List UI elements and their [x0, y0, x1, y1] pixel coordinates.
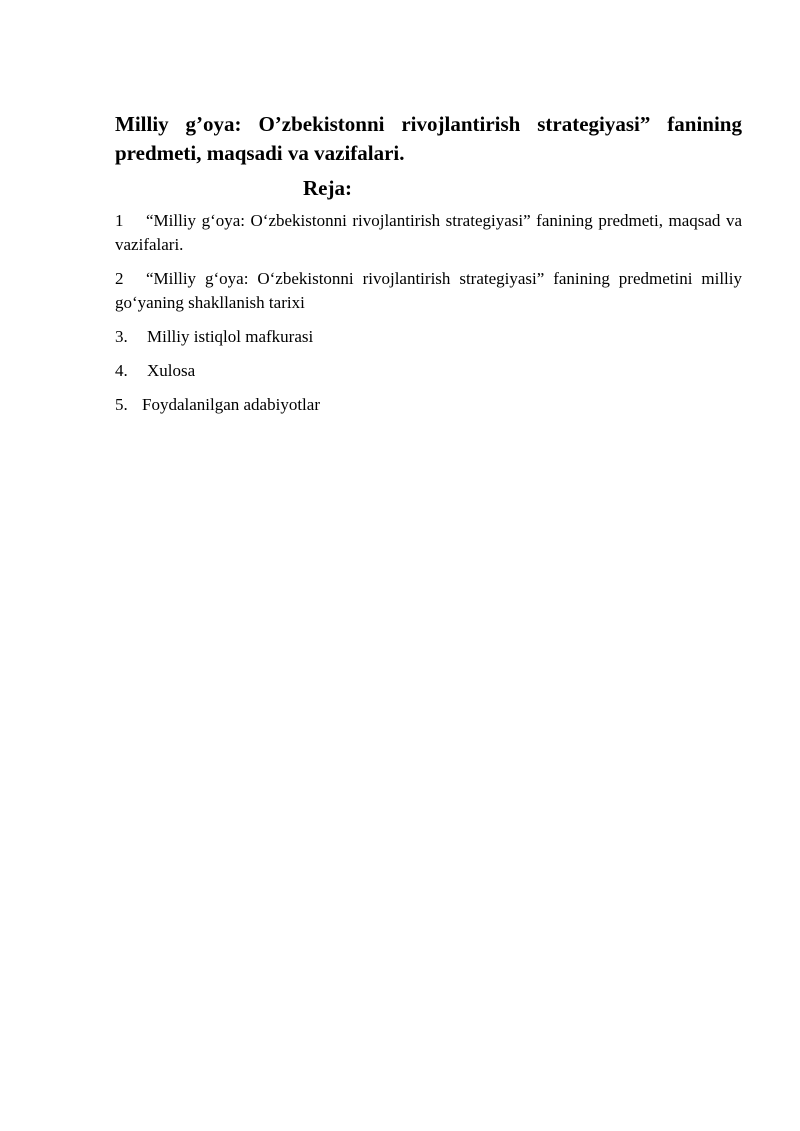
plan-item-3	[115, 325, 742, 349]
document-page	[115, 110, 742, 427]
document-title: Milliy g’oya: O’zbekistonni rivojlantirish strategiyasi” fanining predmeti, maqsadi va vazifalari.	[115, 112, 742, 165]
plan-item-number: 3.	[115, 327, 128, 346]
plan-item-text: Milliy istiqlol mafkurasi	[147, 327, 314, 346]
plan-item-number: 2	[115, 269, 124, 288]
plan-item-text: “Milliy g‘oya: O‘zbekistonni rivojlantirish strategiyasi” fanining predmeti, maqsad va vazifalari.	[115, 211, 742, 254]
plan-item-2	[115, 267, 742, 315]
plan-item-1	[115, 209, 742, 257]
plan-item-number: 1	[115, 211, 124, 230]
plan-item-text: “Milliy g‘oya: O‘zbekistonni rivojlantirish strategiyasi” fanining predmetini milliy go‘yaning shakllanish tarixi	[115, 269, 742, 312]
plan-item-4	[115, 359, 742, 383]
plan-item-text: Xulosa	[147, 361, 196, 380]
plan-list	[115, 209, 742, 417]
plan-item-number: 5.	[115, 395, 128, 414]
plan-heading: Reja:	[303, 176, 352, 200]
plan-item-text: Foydalanilgan adabiyotlar	[142, 395, 320, 414]
plan-item-number: 4.	[115, 361, 128, 380]
plan-item-5	[115, 393, 742, 417]
